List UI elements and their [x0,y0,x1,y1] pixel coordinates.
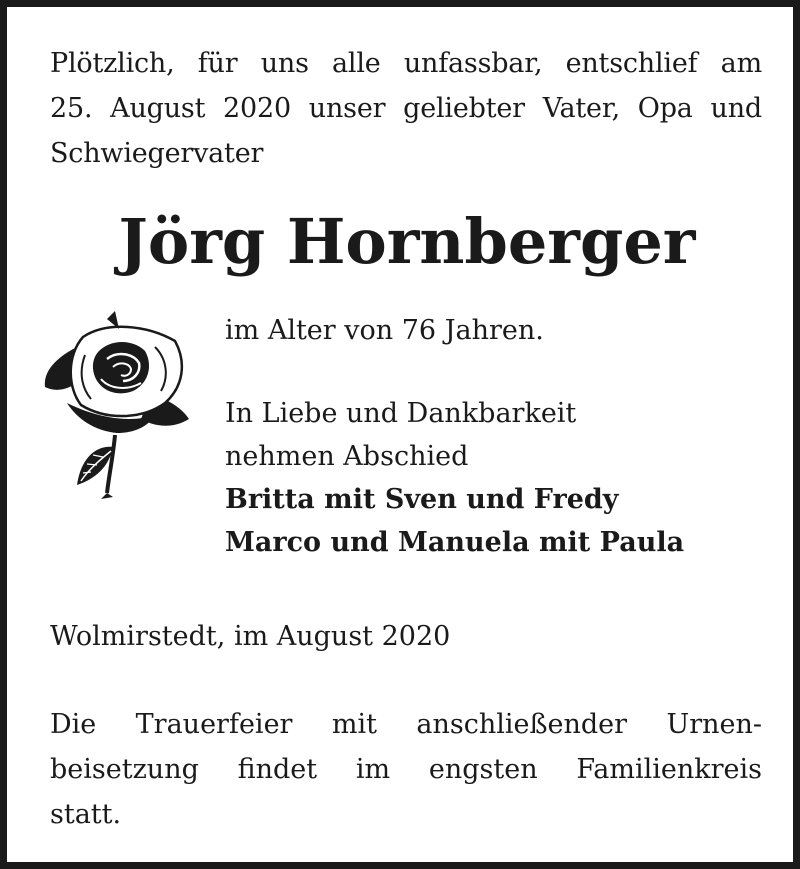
age-text: im Alter von 76 Jahren. [225,315,544,346]
intro-line-1: Plötzlich, für uns alle unfassbar, entschlief am [50,48,762,79]
farewell-line-2: nehmen Abschied [225,441,469,472]
intro-text [50,41,762,176]
place-date: Wolmirstedt, im August 2020 [50,621,451,652]
intro-line-3: Schwiegervater [50,138,264,169]
intro-line-2: 25. August 2020 unser geliebter Vater, Opa und [50,93,762,124]
rose-icon [37,307,197,507]
mourner-line-1: Britta mit Sven und Fredy [225,484,619,515]
ceremony-line-1: Die Trauerfeier mit anschließender Urnen- [50,709,762,740]
details-block [225,309,765,564]
mourner-line-2: Marco und Manuela mit Paula [225,527,685,558]
ceremony-line-3: statt. [50,799,122,830]
spacer [225,352,765,392]
ceremony-line-2: beisetzung findet im engsten Familienkreis [50,754,762,785]
deceased-name: Jörg Hornberger [118,205,696,278]
farewell-line-1: In Liebe und Dankbarkeit [225,398,577,429]
ceremony-text [50,702,762,837]
